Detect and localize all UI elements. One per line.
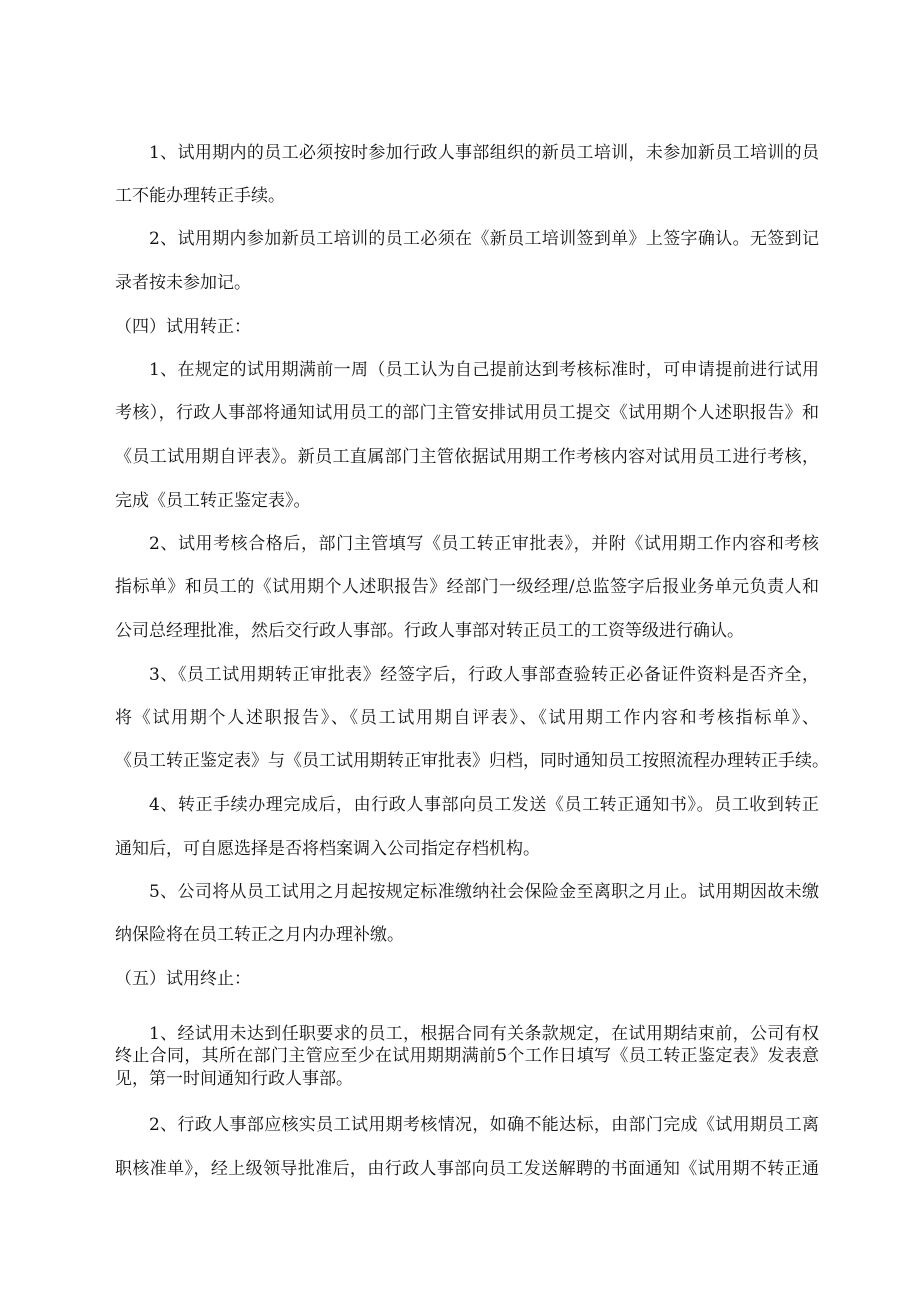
- confirmation-item-1-line-3: 《员工试用期自评表》。新员工直属部门主管依据试用期工作考核内容对试用员工进行考核，: [115, 447, 819, 467]
- confirmation-item-1-line-2: 考核），行政人事部将通知试用员工的部门主管安排试用员工提交《试用期个人述职报告》和: [115, 403, 819, 423]
- item-2-signin-line-2: 录者按未参加记。: [115, 273, 251, 293]
- confirmation-item-1-line-1: 1、在规定的试用期满前一周（员工认为自己提前达到考核标准时，可申请提前进行试用: [149, 360, 819, 380]
- termination-item-2-line-1: 2、行政人事部应核实员工试用期考核情况，如确不能达标，由部门完成《试用期员工离: [149, 1115, 819, 1135]
- confirmation-item-2-line-3: 公司总经理批准，然后交行政人事部。行政人事部对转正员工的工资等级进行确认。: [115, 621, 744, 641]
- confirmation-item-2-line-1: 2、试用考核合格后，部门主管填写《员工转正审批表》，并附《试用期工作内容和考核: [149, 534, 819, 554]
- confirmation-item-3-line-1: 3、《员工试用期转正审批表》经签字后，行政人事部查验转正必备证件资料是否齐全，: [149, 665, 819, 685]
- confirmation-item-4-line-1: 4、转正手续办理完成后，由行政人事部向员工发送《员工转正通知书》。员工收到转正: [149, 795, 819, 815]
- confirmation-item-3-line-3: 《员工转正鉴定表》与《员工试用期转正审批表》归档，同时通知员工按照流程办理转正手续。: [115, 751, 829, 771]
- item-2-signin-line-1: 2、试用期内参加新员工培训的员工必须在《新员工培训签到单》上签字确认。无签到记: [149, 229, 819, 249]
- termination-item-1-line-1: 1、经试用未达到任职要求的员工，根据合同有关条款规定，在试用期结束前，公司有权: [149, 1024, 819, 1044]
- section-heading-probation-confirmation: （四）试用转正：: [115, 317, 251, 337]
- confirmation-item-5-line-1: 5、公司将从员工试用之月起按规定标准缴纳社会保险金至离职之月止。试用期因故未缴: [149, 882, 819, 902]
- confirmation-item-2-line-2: 指标单》和员工的《试用期个人述职报告》经部门一级经理/总监签字后报业务单元负责人和: [115, 577, 819, 597]
- confirmation-item-5-line-2: 纳保险将在员工转正之月内办理补缴。: [115, 925, 404, 945]
- section-heading-probation-termination: （五）试用终止：: [115, 969, 251, 989]
- item-1-training-line-2: 工不能办理转正手续。: [115, 186, 285, 206]
- termination-item-2-line-2: 职核准单》，经上级领导批准后，由行政人事部向员工发送解聘的书面通知《试用期不转正通: [115, 1159, 819, 1179]
- confirmation-item-1-line-4: 完成《员工转正鉴定表》。: [115, 491, 311, 511]
- confirmation-item-4-line-2: 通知后，可自愿选择是否将档案调入公司指定存档机构。: [115, 839, 540, 859]
- termination-item-1-line-3: 见，第一时间通知行政人事部。: [115, 1069, 353, 1089]
- termination-item-1-line-2: 终止合同，其所在部门主管应至少在试用期期满前5个工作日填写《员工转正鉴定表》发表意: [115, 1046, 819, 1066]
- confirmation-item-3-line-2: 将《试用期个人述职报告》、《员工试用期自评表》、《试用期工作内容和考核指标单》、: [115, 708, 819, 728]
- item-1-training-line-1: 1、试用期内的员工必须按时参加行政人事部组织的新员工培训，未参加新员工培训的员: [149, 143, 819, 163]
